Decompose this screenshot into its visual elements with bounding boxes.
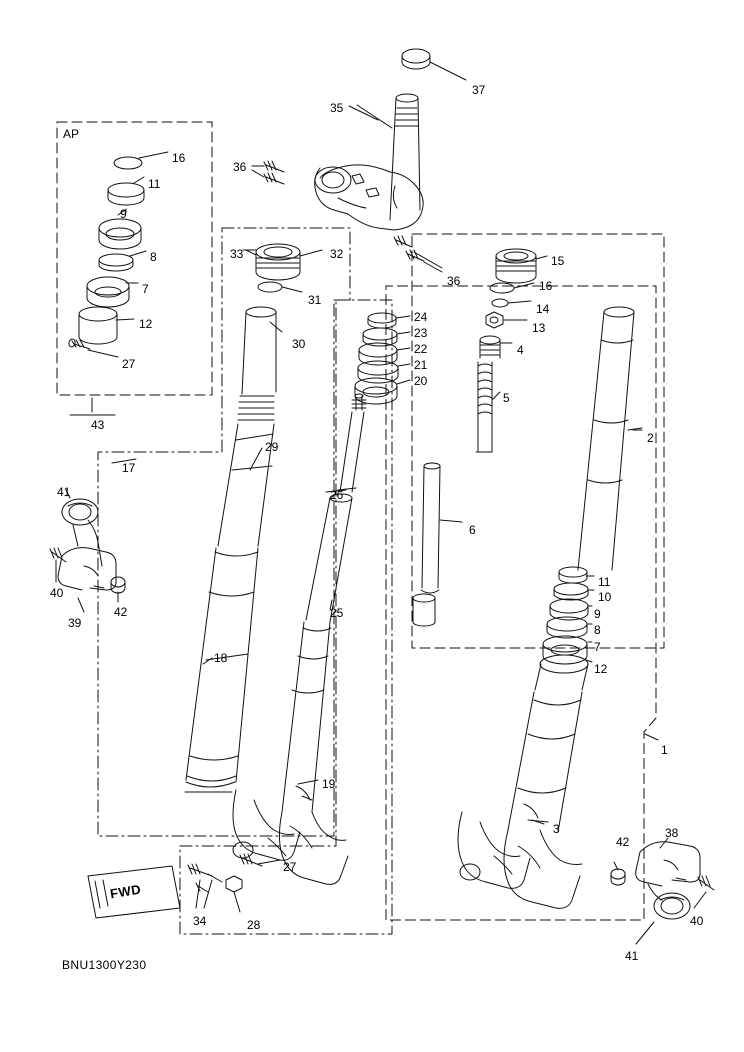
callout-number: 40 bbox=[50, 586, 64, 600]
part-code-label: BNU1300Y230 bbox=[62, 958, 147, 972]
group-label-ap: AP bbox=[63, 127, 80, 141]
callout-number: 8 bbox=[594, 623, 601, 637]
callout-number: 39 bbox=[68, 616, 82, 630]
callout-number: 11 bbox=[148, 177, 161, 191]
callout-number: 26 bbox=[330, 488, 344, 502]
callout-number: 2 bbox=[647, 431, 654, 445]
fwd-arrow-label: FWD bbox=[109, 881, 143, 902]
callout-number: 25 bbox=[330, 606, 344, 620]
callout-number: 37 bbox=[472, 83, 486, 97]
callout-number: 9 bbox=[594, 607, 601, 621]
callout-number: 14 bbox=[536, 302, 550, 316]
callout-number: 28 bbox=[247, 918, 261, 932]
callout-number: 15 bbox=[551, 254, 565, 268]
callout-number: 42 bbox=[114, 605, 128, 619]
callout-number: 32 bbox=[330, 247, 344, 261]
callout-number: 41 bbox=[57, 485, 71, 499]
callout-number: 40 bbox=[690, 914, 704, 928]
callout-number: 36 bbox=[233, 160, 247, 174]
callout-number: 29 bbox=[265, 440, 279, 454]
callout-number: 30 bbox=[292, 337, 306, 351]
callout-number: 12 bbox=[139, 317, 153, 331]
callout-number: 6 bbox=[469, 523, 476, 537]
callout-number: 27 bbox=[122, 357, 136, 371]
callout-number: 18 bbox=[214, 651, 228, 665]
callout-number: 13 bbox=[532, 321, 546, 335]
callout-number: 17 bbox=[122, 461, 136, 475]
callout-number: 16 bbox=[539, 279, 553, 293]
callout-number: 33 bbox=[230, 247, 244, 261]
callout-number: 42 bbox=[616, 835, 630, 849]
callout-number: 31 bbox=[308, 293, 322, 307]
callout-number: 8 bbox=[150, 250, 157, 264]
callout-number: 1 bbox=[661, 743, 668, 757]
callout-number: 27 bbox=[283, 860, 297, 874]
callout-number: 36 bbox=[447, 274, 461, 288]
callout-number: 20 bbox=[414, 374, 428, 388]
callout-number: 12 bbox=[594, 662, 608, 676]
callout-number: 38 bbox=[665, 826, 679, 840]
callout-number: 3 bbox=[553, 822, 560, 836]
callout-number: 16 bbox=[172, 151, 186, 165]
callout-number: 4 bbox=[517, 343, 524, 357]
callout-number: 10 bbox=[598, 590, 612, 604]
callout-number: 34 bbox=[193, 914, 207, 928]
callout-number: 11 bbox=[598, 575, 611, 589]
callout-number: 21 bbox=[414, 358, 428, 372]
callout-number: 7 bbox=[142, 282, 149, 296]
callout-number: 35 bbox=[330, 101, 344, 115]
callout-number: 9 bbox=[120, 207, 127, 221]
callout-number: 7 bbox=[594, 640, 601, 654]
callout-number: 43 bbox=[91, 418, 105, 432]
callout-number: 24 bbox=[414, 310, 428, 324]
callout-number: 23 bbox=[414, 326, 428, 340]
callout-number: 19 bbox=[322, 777, 336, 791]
callout-number: 22 bbox=[414, 342, 428, 356]
callout-number: 41 bbox=[625, 949, 639, 963]
callout-number: 5 bbox=[503, 391, 510, 405]
